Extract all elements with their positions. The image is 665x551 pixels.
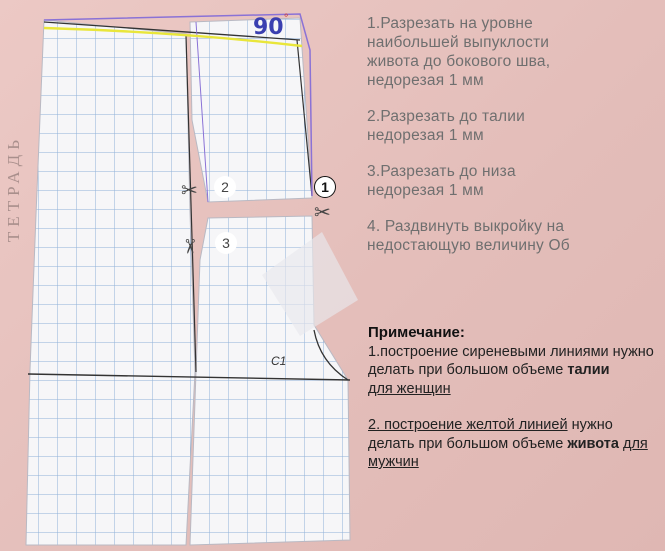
angle-label	[253, 15, 289, 40]
note-item-1-underlined: для женщин	[368, 380, 451, 397]
step-3: 3.Разрезать до низа недорезая 1 мм	[367, 163, 516, 199]
point-label: C1	[271, 354, 287, 368]
cut-marker-1: 1	[314, 176, 336, 198]
note-item-2-text: нужно делать при большом объеме	[368, 417, 613, 452]
note-item-1-bold: талии	[567, 362, 610, 378]
step-4: 4. Раздвинуть выкройку на недостающую величину Об	[367, 218, 570, 254]
angle-value: 90	[253, 15, 284, 40]
note-item-2-underlined-prefix: 2. построение желтой линией	[368, 417, 568, 433]
instructions	[367, 14, 657, 272]
step-2: 2.Разрезать до талии недорезая 1 мм	[367, 108, 525, 144]
scissors-icon: ✂	[181, 180, 198, 202]
note-item-2	[368, 416, 660, 472]
note-item-1	[368, 343, 660, 399]
step-1: 1.Разрезать на уровне наибольшей выпуклости живота до бокового шва, недорезая 1 мм	[367, 15, 551, 89]
note-block	[368, 324, 660, 472]
left-pattern-piece	[26, 20, 195, 545]
note-item-2-bold: живота	[567, 435, 619, 452]
degree-sign: °	[283, 13, 289, 24]
scissors-icon: ✂	[314, 202, 331, 224]
note-title: Примечание:	[368, 324, 465, 341]
note-item-1-text: 1.построение сиреневыми линиями нужно делать при большом объеме	[368, 343, 654, 378]
scissors-icon: ✂	[177, 238, 200, 255]
notebook-imprint: ТЕТРАДЬ	[4, 135, 23, 243]
cut-marker-3: 3	[215, 232, 237, 254]
note-item-2-underlined: для мужчин	[368, 435, 648, 470]
cut-marker-2: 2	[214, 176, 236, 198]
